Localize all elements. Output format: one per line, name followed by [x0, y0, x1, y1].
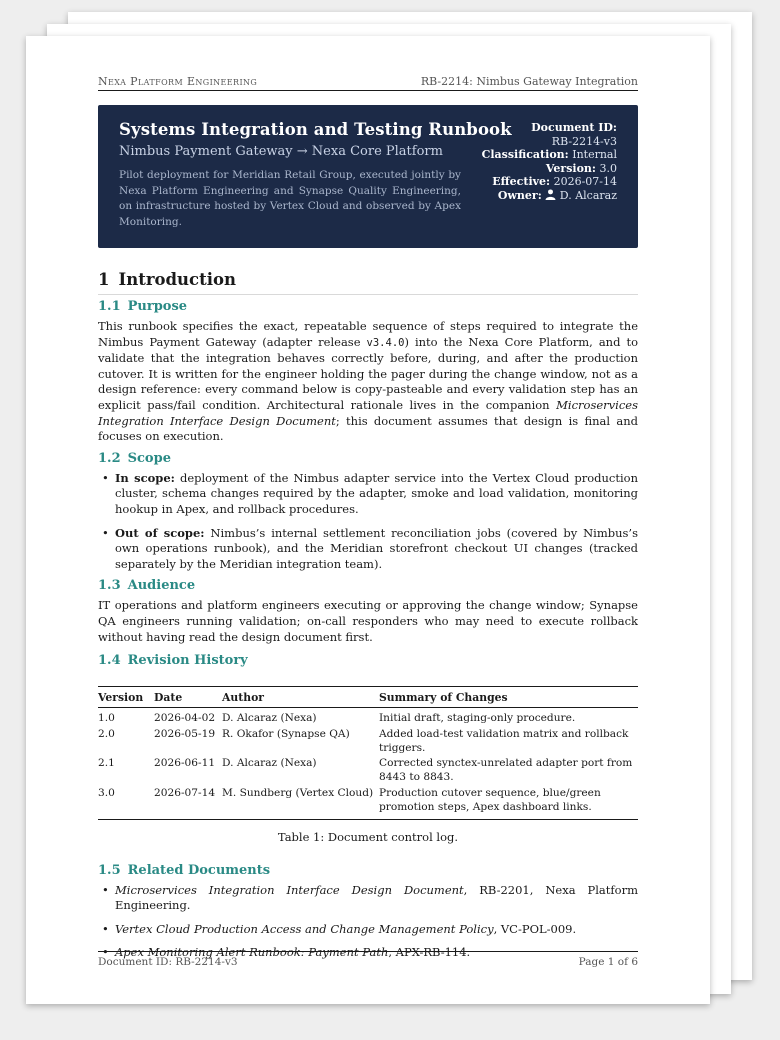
running-header-right: RB-2214: Nimbus Gateway Integration [420, 75, 638, 88]
table-caption: Table 1: Document control log. [277, 829, 459, 844]
footer-page-number: Page 1 of 6 [578, 956, 638, 968]
document-description: Pilot deployment for Meridian Retail Group, executed jointly by Nexa Platform Engineering and Synapse Quality Engineering, on infrastructure hosted by Vertex Cloud and observed by Apex Monitoring. [119, 169, 461, 228]
scope-item-in: • In scope: deployment of the Nimbus adapter service into the Vertex Cloud production cluster, schema changes required by the adapter, smoke and load validation, monitoring hookup in Apex, and rollback procedures. [98, 471, 638, 518]
subsection-heading-audience: 1.3 Audience [98, 578, 196, 594]
title-banner [98, 105, 638, 248]
meta-document-id: RB-2214-v3 [551, 134, 617, 148]
main-content [98, 270, 638, 961]
subsection-heading-revision-history: 1.4 Revision History [98, 653, 248, 669]
related-document-item: • Apex Monitoring Alert Runbook: Payment Path, APX-RB-114. [98, 945, 638, 961]
related-document-item: • Vertex Cloud Production Access and Change Management Policy, VC-POL-009. [98, 922, 638, 938]
document-page [26, 36, 710, 1004]
subsection-heading-scope: 1.2 Scope [98, 450, 171, 466]
companion-document-title: Microservices Integration Interface Design Document [98, 397, 638, 428]
person-icon [545, 189, 556, 200]
related-document-item: • Microservices Integration Interface Design Document, RB-2201, Nexa Platform Engineering. [98, 883, 638, 914]
scope-list [98, 471, 638, 573]
adapter-release-code: v3.4.0 [366, 336, 405, 349]
meta-classification: Classification: Internal [481, 148, 617, 162]
document-metadata [482, 121, 617, 203]
section-heading-introduction: 1 Introduction [98, 270, 638, 295]
document-subtitle: Nimbus Payment Gateway → Nexa Core Platform [119, 144, 443, 159]
meta-document-id-label: Document ID: [531, 121, 617, 134]
document-title: Systems Integration and Testing Runbook [119, 120, 512, 139]
subsection-heading-purpose: 1.1 Purpose [98, 299, 188, 314]
running-header-left: Nexa Platform Engineering [98, 75, 258, 88]
table-row: 3.0 2026-07-14 M. Sundberg (Vertex Cloud) Production cutover sequence, blue/green promotion steps, Apex dashboard links. [98, 786, 638, 819]
purpose-paragraph: This runbook specifies the exact, repeatable sequence of steps required to integrate the Nimbus Payment Gateway (adapter release v3.4.0) into the Nexa Core Platform, and to validate that the integration behaves correctly before, during, and after the production cutover. It is written for the engineer holding the pager during the change window, not as a design reference: every command below is copy-pasteable and every validation step has an explicit pass/fail condition. Architectural rationale lives in the companion Microservices Integration Interface Design Document; this document assumes that design is final and focuses on execution. [98, 319, 638, 444]
page-footer [98, 951, 638, 968]
table-header-row [98, 687, 638, 708]
meta-version: Version: 3.0 [545, 161, 617, 175]
column-header-date: Date [154, 687, 222, 708]
audience-paragraph: IT operations and platform engineers executing or approving the change window; Synapse QA engineers running validation; on-call responders who may need to execute rollback without having read the design document first. [98, 598, 638, 644]
subsection-heading-related-documents: 1.5 Related Documents [98, 862, 271, 878]
table-row: 1.0 2026-04-02 D. Alcaraz (Nexa) Initial draft, staging-only procedure. [98, 712, 576, 725]
meta-effective: Effective: 2026-07-14 [492, 175, 617, 189]
table-row: 2.0 2026-05-19 R. Okafor (Synapse QA) Added load-test validation matrix and rollback triggers. [98, 727, 629, 754]
meta-owner: Owner: D. Alcaraz [497, 188, 617, 202]
column-header-author: Author [222, 687, 379, 708]
revision-history-table [98, 686, 638, 820]
column-header-version: Version [98, 687, 154, 708]
related-documents-list [98, 883, 638, 961]
scope-item-out: • Out of scope: Nimbus’s internal settlement reconciliation jobs (covered by Nimbus’s own operations runbook), and the Meridian storefront checkout UI changes (tracked separately by the Meridian integration team). [98, 526, 638, 573]
footer-document-id: Document ID: RB-2214-v3 [98, 956, 238, 968]
running-header [98, 75, 638, 91]
table-row: 2.1 2026-06-11 D. Alcaraz (Nexa) Corrected synctex-unrelated adapter port from 8443 to 8843. [98, 757, 633, 784]
column-header-summary: Summary of Changes [379, 687, 638, 708]
